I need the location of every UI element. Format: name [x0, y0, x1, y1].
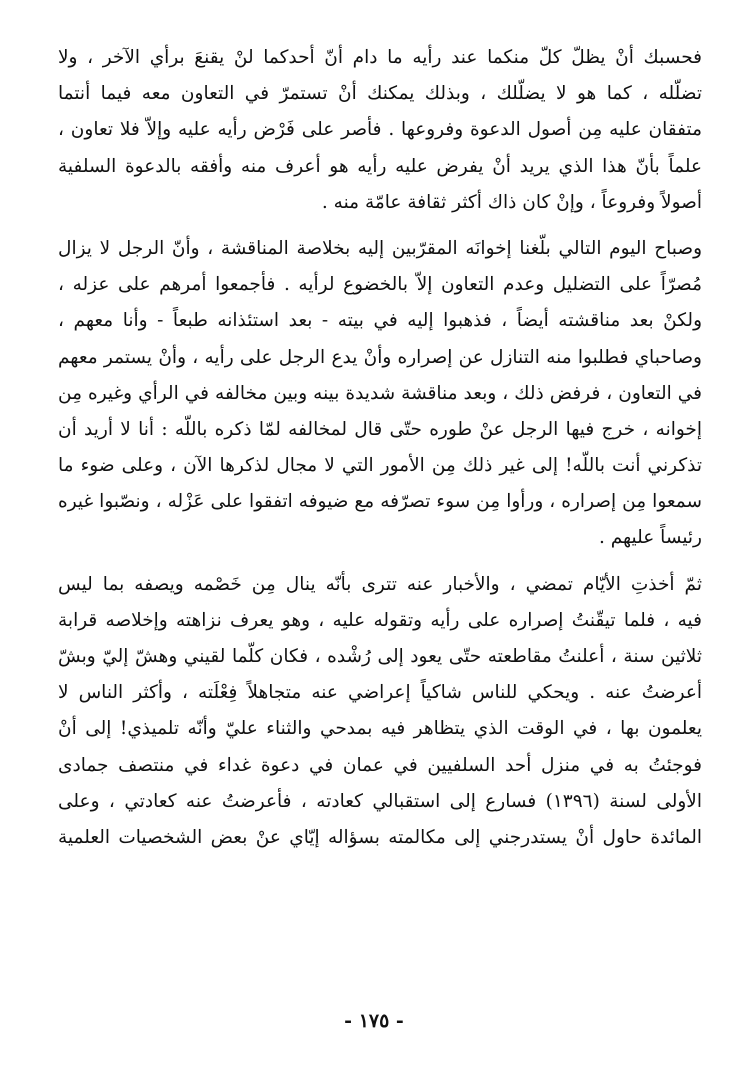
paragraph-gap — [58, 221, 702, 231]
page-number: - ١٧٥ - — [344, 1010, 404, 1032]
paragraph-2 — [58, 231, 702, 557]
text-line: في التعاون ، فرفض ذلك ، وبعد مناقشة شديدة بينه وبين مخالفه في الرأي وغيره مِن — [58, 382, 702, 404]
text-line: رئيساً عليهم . — [598, 527, 702, 549]
paragraph-3 — [58, 567, 702, 857]
text-line: متفقان عليه مِن أصول الدعوة وفروعها . فأصر على فَرْض رأيه عليه وإلاّ فلا تعاون ، — [58, 119, 702, 141]
text-line: وصباح اليوم التالي بلّغنا إخوانَه المقرّبين إليه بخلاصة المناقشة ، وأنّ الرجل لا يزال — [58, 237, 702, 259]
text-line: أعرضتُ عنه . ويحكي للناس شاكياً إعراضي عنه متجاهلاً فِعْلَته ، وأكثر الناس لا — [58, 682, 702, 704]
text-line: أصولاً وفروعاً ، وإنْ كان ذاك أكثر ثقافة عامّة منه . — [321, 191, 702, 213]
text-line: فوجئتُ به في منزل أحد السلفيين في عمان في دعوة غداء في منتصف جمادى — [58, 754, 702, 776]
text-line: فحسبك أنْ يظلّ كلّ منكما عند رأيه ما دام أنّ أحدكما لنْ يقنعَ برأي الآخر ، ولا — [58, 47, 702, 68]
text-line: فيه ، فلما تيقّنتُ إصراره على رأيه وتقوله عليه ، وهو يعرف نزاهته وإخلاصه قرابة — [58, 609, 702, 631]
paragraph-gap — [58, 557, 702, 567]
text-line: ثمّ أخذتِ الأيّام تمضي ، والأخبار عنه تترى بأنّه ينال مِن خَصْمه ويصفه بما ليس — [58, 573, 702, 595]
text-line: وصاحباي فطلبوا منه التنازل عن إصراره وأنْ يدع الرجل على رأيه ، وأنْ يستمر معهم — [58, 346, 702, 368]
text-line: مُصرّاً على التضليل وعدم التعاون إلاّ بالخضوع لرأيه . فأجمعوا أمرهم على عزله ، — [58, 274, 702, 296]
text-line: سمعوا مِن إصراره ، ورأوا مِن سوء تصرّفه مع ضيوفه اتفقوا على عَزْله ، ونصّبوا غيره — [58, 491, 702, 513]
text-line: تضلّله ، كما هو لا يضلّلك ، وبذلك يمكنك أنْ تستمرّ في التعاون معه فيما أنتما — [58, 83, 702, 105]
text-line: علماً بأنّ هذا الذي يريد أنْ يفرض عليه رأيه هو أعرف منه وأفقه بالدعوة السلفية — [58, 155, 702, 177]
page-body — [58, 40, 702, 1040]
text-line: يعلمون بها ، في الوقت الذي يتظاهر فيه بمدحي والثناء عليّ وأنّه تلميذي! إلى أنْ — [58, 718, 702, 740]
text-line: ثلاثين سنة ، أعلنتُ مقاطعته حتّى يعود إلى رُشْده ، فكان كلّما لقيني وهشّ إليّ وبشّ — [58, 646, 702, 667]
text-line: إخوانه ، خرج فيها الرجل عنْ طوره حتّى قال لمخالفه لمّا ذكره باللّه : أنا لا أريد أن — [58, 418, 702, 440]
text-line: الأولى لسنة (١٣٩٦) فسارع إلى استقبالي كعادته ، فأعرضتُ عنه كعادتي ، وعلى — [58, 790, 702, 812]
text-line: ولكنْ بعد مناقشته أيضاً ، فذهبوا إليه في بيته - بعد استئذانه طبعاً - وأنا معهم ، — [58, 310, 702, 332]
text-line: تذكرني أنت باللّه! إلى غير ذلك مِن الأمور التي لا مجال لذكرها الآن ، وعلى ضوء ما — [58, 455, 702, 477]
text-line: المائدة حاول أنْ يستدرجني إلى مكالمته بسؤاله إيّاي عنْ بعض الشخصيات العلمية — [58, 826, 702, 848]
paragraph-1 — [58, 40, 702, 221]
